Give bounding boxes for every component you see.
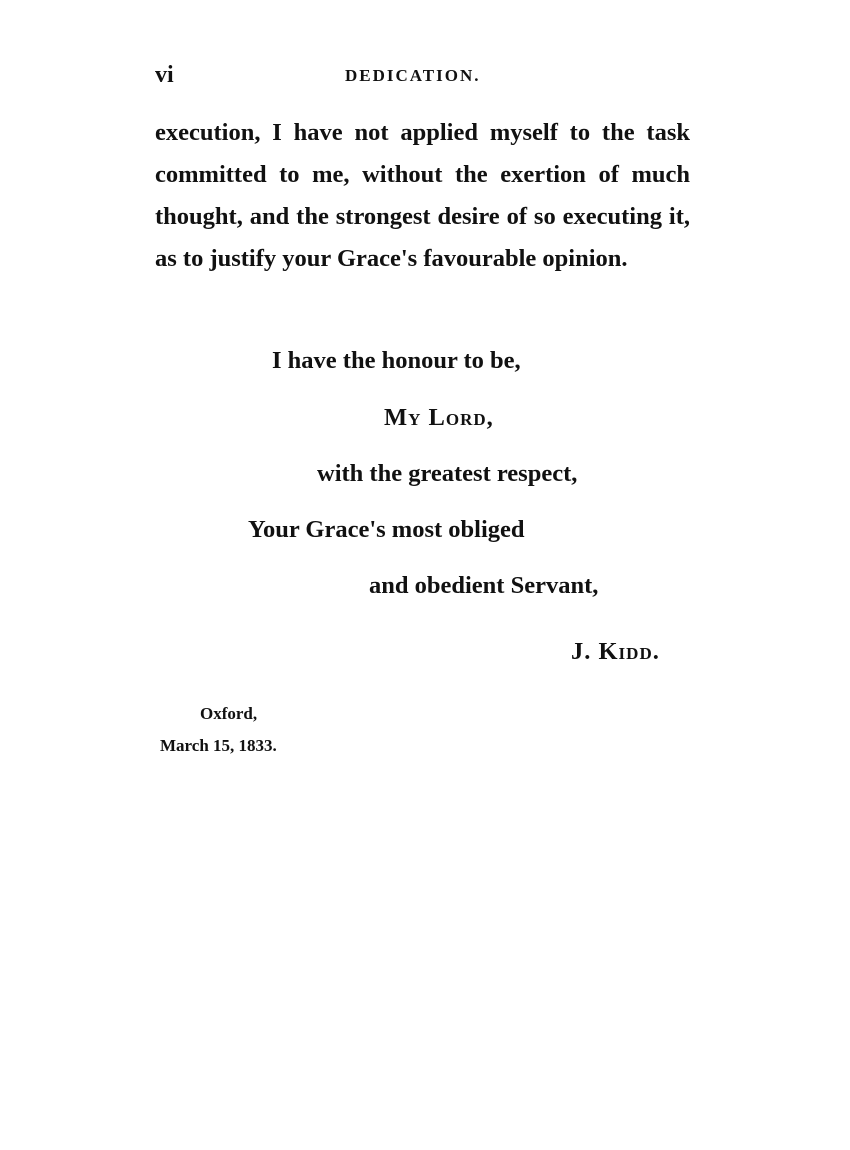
signature: J. Kidd.	[571, 638, 660, 665]
dateline-date: March 15, 1833.	[160, 736, 277, 755]
closing-line-servant: and obedient Servant,	[369, 572, 599, 599]
dateline-place: Oxford,	[200, 704, 258, 723]
closing-line-honour: I have the honour to be,	[272, 347, 521, 374]
running-head	[155, 62, 695, 92]
closing-line-obliged: Your Grace's most obliged	[248, 516, 525, 543]
page-number: vi	[155, 62, 174, 88]
running-title: DEDICATION.	[345, 66, 481, 85]
closing-line-respect: with the greatest respect,	[317, 460, 578, 487]
dedication-paragraph: execution, I have not applied myself to the task committed to me, without the exertion of much thought, and the strongest desire of so executing it, as to justify your Grace's favourable opinion.	[155, 119, 690, 272]
salutation: My Lord,	[384, 404, 494, 431]
